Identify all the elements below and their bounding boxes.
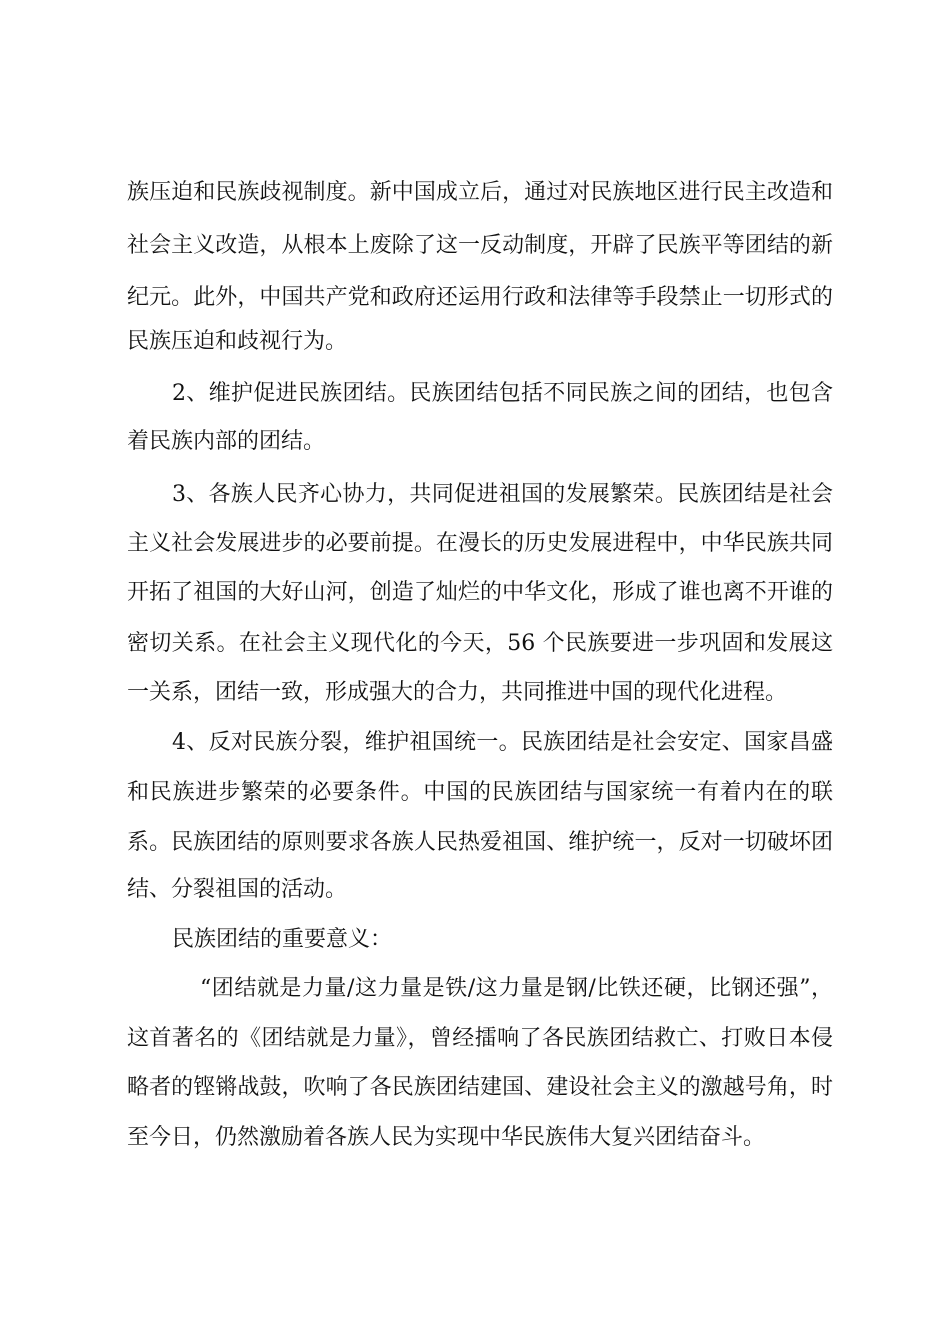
text-line: 民族团结的重要意义： bbox=[172, 927, 393, 952]
text-line: 结、分裂祖国的活动。 bbox=[127, 877, 348, 902]
text-line: 2、维护促进民族团结。民族团结包括不同民族之间的团结，也包含 bbox=[172, 381, 833, 406]
text-line: 至今日，仍然激励着各族人民为实现中华民族伟大复兴团结奋斗。 bbox=[127, 1125, 766, 1150]
text-line: 着民族内部的团结。 bbox=[127, 429, 326, 454]
text-line: 社会主义改造，从根本上废除了这一反动制度，开辟了民族平等团结的新 bbox=[127, 233, 833, 258]
text-line: 略者的铿锵战鼓，吹响了各民族团结建国、建设社会主义的激越号角，时 bbox=[127, 1075, 833, 1100]
text-line: “团结就是力量/这力量是铁/这力量是钢/比铁还硬，比钢还强”， bbox=[200, 976, 833, 1001]
text-line: 4、反对民族分裂，维护祖国统一。民族团结是社会安定、国家昌盛 bbox=[172, 730, 833, 755]
text-line: 开拓了祖国的大好山河，创造了灿烂的中华文化，形成了谁也离不开谁的 bbox=[127, 580, 833, 605]
text-line: 这首著名的《团结就是力量》，曾经擂响了各民族团结救亡、打败日本侵 bbox=[127, 1026, 833, 1051]
text-line: 和民族进步繁荣的必要条件。中国的民族团结与国家统一有着内在的联 bbox=[127, 780, 833, 805]
text-line: 一关系，团结一致，形成强大的合力，共同推进中国的现代化进程。 bbox=[127, 680, 788, 705]
text-line: 密切关系。在社会主义现代化的今天，56 个民族要进一步巩固和发展这 bbox=[127, 631, 833, 656]
text-line: 族压迫和民族歧视制度。新中国成立后，通过对民族地区进行民主改造和 bbox=[127, 180, 833, 205]
text-line: 主义社会发展进步的必要前提。在漫长的历史发展进程中，中华民族共同 bbox=[127, 531, 833, 556]
text-line: 3、各族人民齐心协力，共同促进祖国的发展繁荣。民族团结是社会 bbox=[172, 482, 833, 507]
text-line: 系。民族团结的原则要求各族人民热爱祖国、维护统一，反对一切破坏团 bbox=[127, 830, 833, 855]
text-line: 纪元。此外，中国共产党和政府还运用行政和法律等手段禁止一切形式的 bbox=[127, 285, 833, 310]
text-line: 民族压迫和歧视行为。 bbox=[127, 329, 348, 354]
